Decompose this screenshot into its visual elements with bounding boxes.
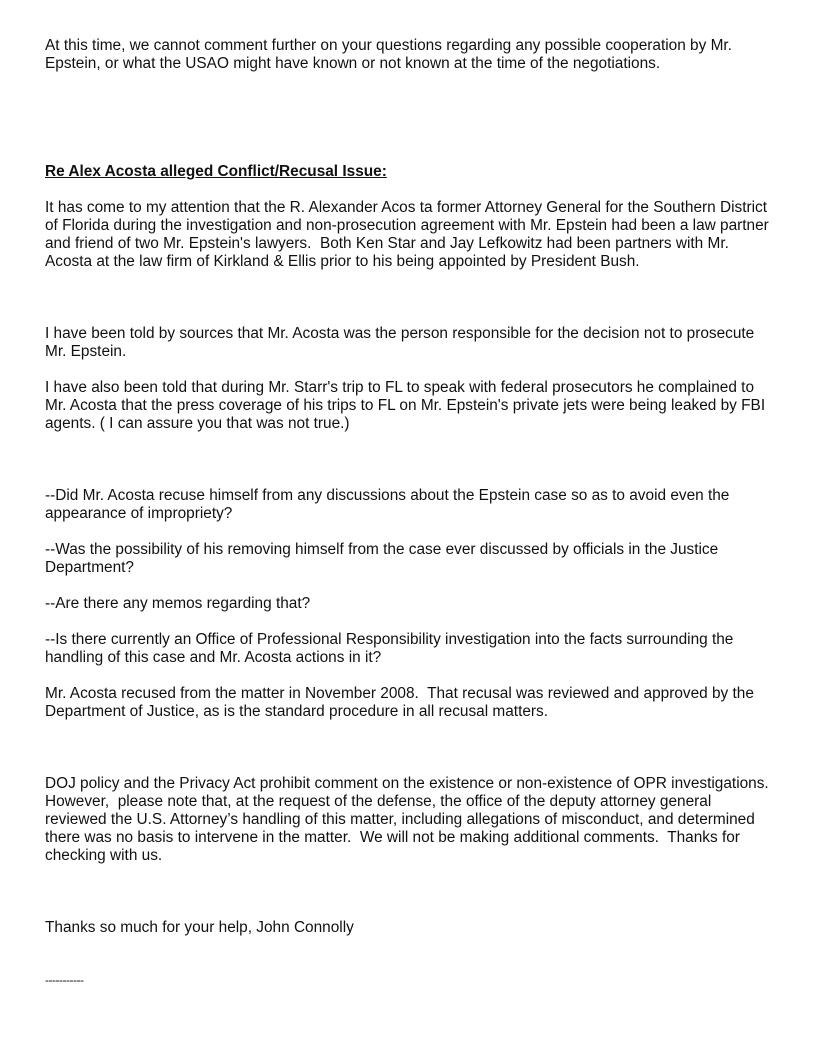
paragraph-recusal-response: Mr. Acosta recused from the matter in November 2008. That recusal was reviewed and approved by the Department of Justice, as is the standard procedure in all recusal matters.	[45, 685, 759, 720]
section-heading: Re Alex Acosta alleged Conflict/Recusal Issue:	[45, 163, 387, 180]
paragraph-attention: It has come to my attention that the R. Alexander Acos ta former Attorney General for the Southern District of Florida during the investigation and non-prosecution agreement with Mr. Epstein had been a law partner and friend of two Mr. Epstein's lawyers. Both Ken Star and Jay Lefkowitz had been partners with Mr. Acosta at the law firm of Kirkland & Ellis prior to his being appointed by President Bush.	[45, 199, 774, 270]
spacer	[45, 577, 775, 595]
spacer	[45, 937, 775, 971]
paragraph-cooperation: At this time, we cannot comment further on your questions regarding any possible cooperation by Mr. Epstein, or what the USAO might have known or not known at the time of the negotiations.	[45, 37, 737, 72]
paragraph-thanks: Thanks so much for your help, John Connolly	[45, 919, 354, 936]
paragraph-sources: I have been told by sources that Mr. Acosta was the person responsible for the decision not to prosecute Mr. Epstein.	[45, 325, 759, 360]
spacer	[45, 667, 775, 685]
spacer	[45, 523, 775, 541]
question-removal: --Was the possibility of his removing himself from the case ever discussed by officials in the Justice Department?	[45, 541, 723, 576]
paragraph-doj-policy: DOJ policy and the Privacy Act prohibit comment on the existence or non-existence of OPR investigations. However, please note that, at the request of the defense, the office of the deputy attorney general reviewed the U.S. Attorney’s handling of this matter, including allegations of misconduct, and determined there was no basis to intervene in the matter. We will not be making additional comments. Thanks for checking with us.	[45, 775, 778, 864]
spacer	[45, 865, 775, 919]
question-opr: --Is there currently an Office of Professional Responsibility investigation into the facts surrounding the handling of this case and Mr. Acosta actions in it?	[45, 631, 738, 666]
spacer	[45, 361, 775, 379]
spacer	[45, 73, 775, 163]
spacer	[45, 271, 775, 325]
question-recuse: --Did Mr. Acosta recuse himself from any discussions about the Epstein case so as to avoid even the appearance of impropriety?	[45, 487, 734, 522]
paragraph-starr-trip: I have also been told that during Mr. Starr's trip to FL to speak with federal prosecutors he complained to Mr. Acosta that the press coverage of his trips to FL on Mr. Epstein's private jets were being leaked by FBI agents. ( I can assure you that was not true.)	[45, 379, 770, 432]
spacer	[45, 433, 775, 487]
divider-line: -----------	[45, 973, 84, 987]
spacer	[45, 721, 775, 775]
spacer	[45, 181, 775, 199]
document-body	[45, 37, 778, 989]
question-memos: --Are there any memos regarding that?	[45, 595, 311, 612]
spacer	[45, 613, 775, 631]
